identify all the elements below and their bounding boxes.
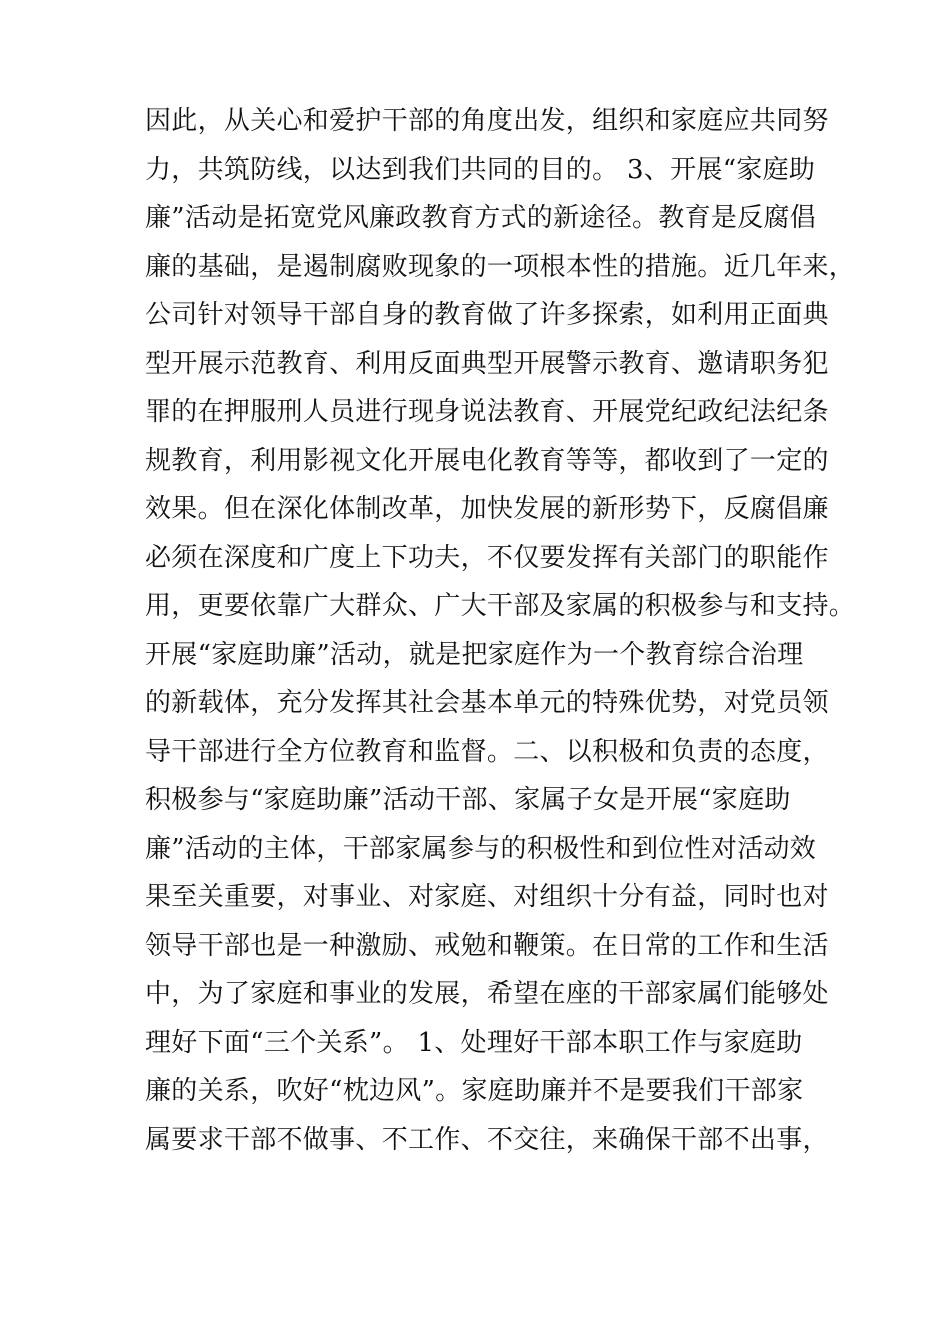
text-line: 型开展示范教育、利用反面典型开展警示教育、邀请职务犯: [145, 348, 829, 379]
text-line: 廉的关系，吹好“枕边风”。家庭助廉并不是要我们干部家: [145, 1076, 804, 1106]
text-line: 用，更要依靠广大群众、广大干部及家属的积极参与和支持。: [145, 591, 856, 621]
text-line: 廉”活动是拓宽党风廉政教育方式的新途径。教育是反腐倡: [145, 203, 817, 233]
body-text: [145, 101, 856, 1168]
text-line: 领导干部也是一种激励、戒勉和鞭策。在日常的工作和生活: [145, 930, 829, 961]
text-line: 力，共筑防线，以达到我们共同的目的。 3、开展“家庭助: [145, 154, 816, 185]
text-line: 廉的基础，是遏制腐败现象的一项根本性的措施。近几年来，: [145, 251, 856, 282]
text-line: 果至关重要，对事业、对家庭、对组织十分有益，同时也对: [145, 882, 829, 912]
text-line: 公司针对领导干部自身的教育做了许多探索，如利用正面典: [145, 300, 829, 330]
text-line: 廉”活动的主体，干部家属参与的积极性和到位性对活动效: [145, 833, 817, 864]
text-line: 中，为了家庭和事业的发展，希望在座的干部家属们能够处: [145, 979, 829, 1009]
text-line: 必须在深度和广度上下功夫，不仅要发挥有关部门的职能作: [145, 542, 829, 573]
text-line: 罪的在押服刑人员进行现身说法教育、开展党纪政纪法纪条: [145, 397, 829, 427]
text-line: 积极参与“家庭助廉”活动干部、家属子女是开展“家庭助: [145, 785, 791, 815]
text-line: 开展“家庭助廉”活动，就是把家庭作为一个教育综合治理: [145, 639, 804, 670]
text-line: 规教育，利用影视文化开展电化教育等等，都收到了一定的: [145, 445, 829, 476]
text-line: 理好下面“三个关系”。 1、处理好干部本职工作与家庭助: [145, 1027, 803, 1058]
text-line: 的新载体，充分发挥其社会基本单元的特殊优势，对党员领: [145, 688, 829, 718]
text-line: 效果。但在深化体制改革，加快发展的新形势下，反腐倡廉: [145, 494, 829, 524]
text-line: 导干部进行全方位教育和监督。二、以积极和负责的态度，: [145, 736, 829, 767]
text-line: 属要求干部不做事、不工作、不交往，来确保干部不出事，: [145, 1124, 829, 1155]
text-line: 因此，从关心和爱护干部的角度出发，组织和家庭应共同努: [145, 106, 829, 136]
